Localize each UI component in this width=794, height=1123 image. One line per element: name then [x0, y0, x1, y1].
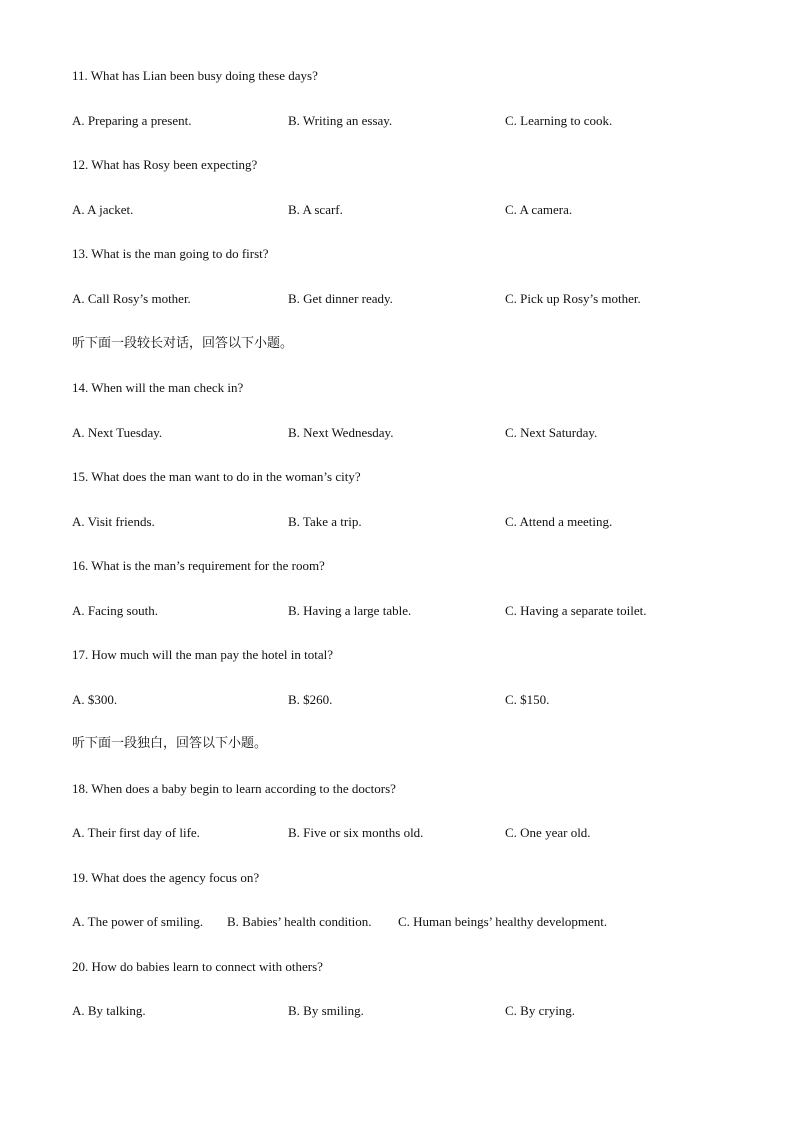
question-18: 18. When does a baby begin to learn according to the doctors? — [72, 781, 396, 796]
q11-option-c: C. Learning to cook. — [505, 113, 613, 128]
q14-option-c: C. Next Saturday. — [505, 425, 598, 440]
q17-option-c: C. $150. — [505, 692, 550, 707]
question-12: 12. What has Rosy been expecting? — [72, 157, 258, 172]
q16-option-a: A. Facing south. — [72, 603, 158, 618]
q15-option-c: C. Attend a meeting. — [505, 514, 613, 529]
q11-option-a: A. Preparing a present. — [72, 113, 192, 128]
question-17: 17. How much will the man pay the hotel in total? — [72, 647, 334, 662]
section-header-dialogue: 听下面一段较长对话，回答以下小题。 — [72, 336, 294, 351]
question-16: 16. What is the man’s requirement for the room? — [72, 558, 325, 573]
question-14: 14. When will the man check in? — [72, 380, 244, 395]
q20-option-a: A. By talking. — [72, 1003, 146, 1018]
q15-option-b: B. Take a trip. — [288, 514, 362, 529]
q12-option-a: A. A jacket. — [72, 202, 134, 217]
q13-option-a: A. Call Rosy’s mother. — [72, 291, 191, 306]
question-19: 19. What does the agency focus on? — [72, 870, 260, 885]
q19-option-b: B. Babies’ health condition. — [227, 914, 372, 929]
q13-option-c: C. Pick up Rosy’s mother. — [505, 291, 641, 306]
q12-option-c: C. A camera. — [505, 202, 573, 217]
q16-option-c: C. Having a separate toilet. — [505, 603, 647, 618]
question-20: 20. How do babies learn to connect with others? — [72, 959, 323, 974]
q18-option-b: B. Five or six months old. — [288, 825, 424, 840]
question-11: 11. What has Lian been busy doing these days? — [72, 68, 318, 83]
q14-option-b: B. Next Wednesday. — [288, 425, 394, 440]
q15-option-a: A. Visit friends. — [72, 514, 155, 529]
q18-option-c: C. One year old. — [505, 825, 591, 840]
q14-option-a: A. Next Tuesday. — [72, 425, 163, 440]
q13-option-b: B. Get dinner ready. — [288, 291, 393, 306]
q11-option-b: B. Writing an essay. — [288, 113, 393, 128]
question-13: 13. What is the man going to do first? — [72, 246, 269, 261]
q19-option-c: C. Human beings’ healthy development. — [398, 914, 608, 929]
q16-option-b: B. Having a large table. — [288, 603, 412, 618]
q20-option-b: B. By smiling. — [288, 1003, 364, 1018]
q17-option-b: B. $260. — [288, 692, 333, 707]
question-15: 15. What does the man want to do in the woman’s city? — [72, 469, 361, 484]
q19-option-a: A. The power of smiling. — [72, 914, 204, 929]
q12-option-b: B. A scarf. — [288, 202, 343, 217]
section-header-monologue: 听下面一段独白，回答以下小题。 — [72, 736, 268, 751]
q17-option-a: A. $300. — [72, 692, 118, 707]
q18-option-a: A. Their first day of life. — [72, 825, 200, 840]
q20-option-c: C. By crying. — [505, 1003, 576, 1018]
